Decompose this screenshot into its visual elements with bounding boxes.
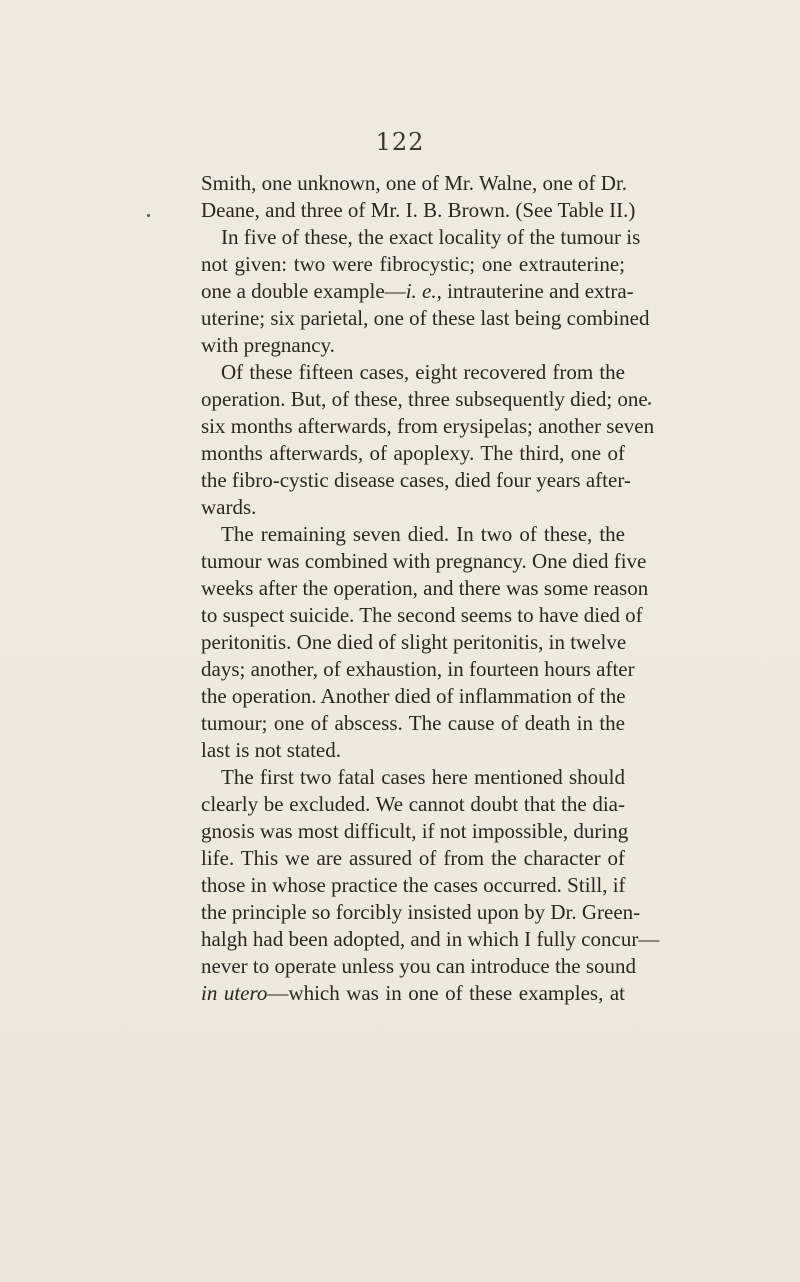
text-line: one a double example—i. e., intrauterine and extra-	[201, 279, 634, 303]
text-line: Smith, one unknown, one of Mr. Walne, one of Dr.	[201, 171, 628, 195]
text-line: the operation. Another died of inflammation of the	[201, 684, 626, 708]
text-line: those in whose practice the cases occurred. Still, if	[201, 873, 626, 897]
text-line: to suspect suicide. The second seems to have died of	[201, 603, 643, 627]
text-line: the fibro-cystic disease cases, died four years after-	[201, 468, 631, 492]
text-line: weeks after the operation, and there was some reason	[201, 576, 649, 600]
text-line: peritonitis. One died of slight peritonitis, in twelve	[201, 630, 627, 654]
text-line: tumour; one of abscess. The cause of death in the	[201, 711, 625, 735]
text-line: wards.	[201, 495, 257, 519]
text-line: never to operate unless you can introduce the sound	[201, 954, 637, 978]
text-line: tumour was combined with pregnancy. One died five	[201, 549, 647, 573]
text-line: Of these fifteen cases, eight recovered from the	[221, 360, 625, 384]
page-number: 122	[375, 128, 425, 156]
text-line: gnosis was most difficult, if not impossible, during	[201, 819, 629, 843]
text-line: with pregnancy.	[201, 333, 335, 357]
text-line: The first two fatal cases here mentioned should	[221, 765, 625, 789]
stray-mark	[648, 402, 651, 405]
text-line: uterine; six parietal, one of these last being combined	[201, 306, 650, 330]
body-text	[201, 170, 660, 1007]
text-line: life. This we are assured of from the character of	[201, 846, 625, 870]
text-line: months afterwards, of apoplexy. The third, one of	[201, 441, 625, 465]
text-line: Deane, and three of Mr. I. B. Brown. (See Table II.)	[201, 198, 636, 222]
text-line: last is not stated.	[201, 738, 341, 762]
stray-mark	[147, 214, 150, 217]
text-line: the principle so forcibly insisted upon by Dr. Green-	[201, 900, 641, 924]
text-line: six months afterwards, from erysipelas; another seven	[201, 414, 655, 438]
text-line: days; another, of exhaustion, in fourteen hours after	[201, 657, 635, 681]
text-line: clearly be excluded. We cannot doubt that the dia-	[201, 792, 625, 816]
text-line: In five of these, the exact locality of the tumour is	[221, 225, 641, 249]
text-line: halgh had been adopted, and in which I fully concur—	[201, 927, 660, 951]
text-line: not given: two were fibrocystic; one extrauterine;	[201, 252, 625, 276]
text-line: operation. But, of these, three subsequently died; one	[201, 387, 648, 411]
text-line: The remaining seven died. In two of these, the	[221, 522, 625, 546]
text-line: in utero—which was in one of these examples, at	[201, 981, 625, 1005]
